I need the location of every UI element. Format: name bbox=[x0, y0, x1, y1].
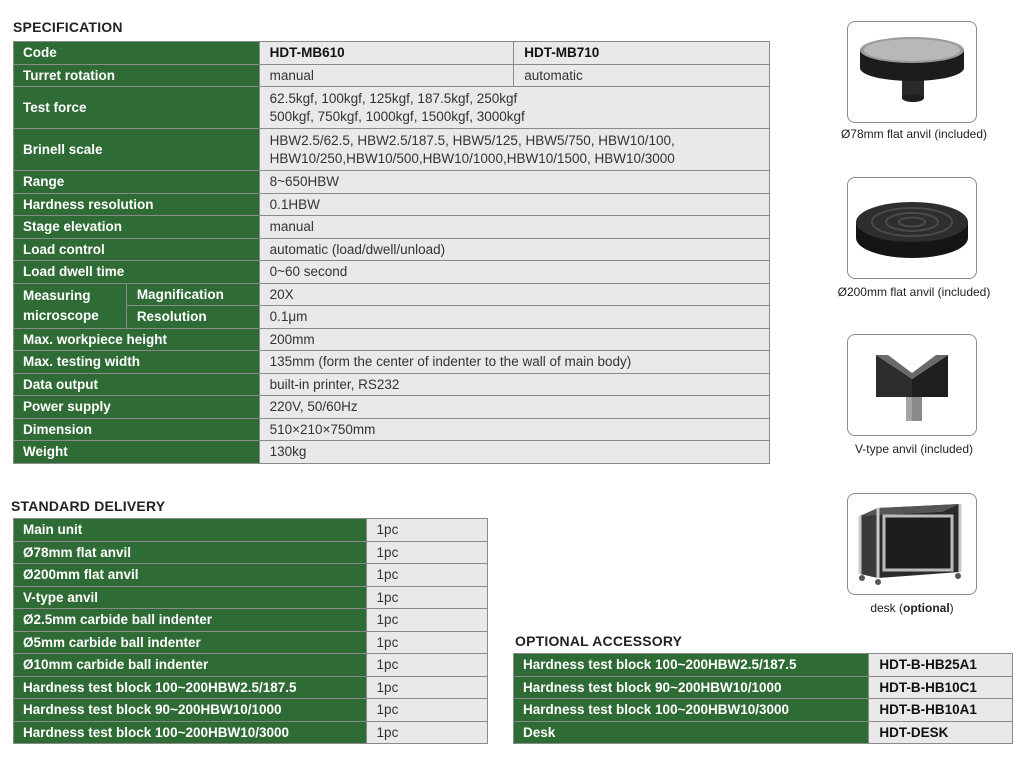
optional-item-code: HDT-DESK bbox=[869, 721, 1013, 744]
row-label: Measuring microscope bbox=[14, 283, 127, 328]
row-value: 0~60 second bbox=[259, 261, 769, 284]
row-label: Max. testing width bbox=[14, 351, 260, 374]
sub-label: Magnification bbox=[126, 283, 259, 306]
table-row bbox=[514, 721, 1013, 744]
table-row bbox=[514, 654, 1013, 677]
row-label: Max. workpiece height bbox=[14, 328, 260, 351]
delivery-item-qty: 1pc bbox=[366, 654, 487, 677]
delivery-item-qty: 1pc bbox=[366, 564, 487, 587]
table-row bbox=[14, 193, 770, 216]
row-label: Test force bbox=[14, 87, 260, 129]
table-row bbox=[14, 238, 770, 261]
delivery-item-qty: 1pc bbox=[366, 609, 487, 632]
row-label: Stage elevation bbox=[14, 216, 260, 239]
anvil-200-image bbox=[847, 177, 977, 279]
table-row bbox=[14, 631, 488, 654]
v-type-anvil-image bbox=[847, 334, 977, 436]
optional-item-code: HDT-B-HB10C1 bbox=[869, 676, 1013, 699]
sub-label: Resolution bbox=[126, 306, 259, 329]
table-row bbox=[14, 129, 770, 171]
delivery-item-name: Hardness test block 100~200HBW2.5/187.5 bbox=[14, 676, 367, 699]
anvil-78-caption: Ø78mm flat anvil (included) bbox=[840, 127, 988, 141]
row-value: 20X bbox=[259, 283, 769, 306]
standard-delivery-table bbox=[13, 518, 488, 744]
table-row bbox=[14, 676, 488, 699]
row-label: Load control bbox=[14, 238, 260, 261]
row-value: 0.1μm bbox=[259, 306, 769, 329]
delivery-item-name: Ø2.5mm carbide ball indenter bbox=[14, 609, 367, 632]
row-label: Turret rotation bbox=[14, 64, 260, 87]
table-row bbox=[14, 261, 770, 284]
table-row bbox=[14, 721, 488, 744]
table-row bbox=[14, 564, 488, 587]
table-row bbox=[14, 396, 770, 419]
row-label: Dimension bbox=[14, 418, 260, 441]
table-row bbox=[14, 87, 770, 129]
test-force-line-2: 500kgf, 750kgf, 1000kgf, 1500kgf, 3000kgf bbox=[269, 108, 525, 124]
optional-accessory-table bbox=[513, 653, 1013, 744]
table-row bbox=[14, 541, 488, 564]
optional-item-name: Hardness test block 100~200HBW2.5/187.5 bbox=[514, 654, 869, 677]
row-value: automatic bbox=[514, 64, 770, 87]
delivery-item-qty: 1pc bbox=[366, 519, 487, 542]
brinell-scale-line-2: HBW10/250,HBW10/500,HBW10/1000,HBW10/1500, HBW10/3000 bbox=[269, 150, 675, 166]
delivery-item-name: Hardness test block 90~200HBW10/1000 bbox=[14, 699, 367, 722]
anvil-200-caption: Ø200mm flat anvil (included) bbox=[837, 285, 991, 299]
table-row bbox=[14, 373, 770, 396]
delivery-item-qty: 1pc bbox=[366, 586, 487, 609]
desk-image bbox=[847, 493, 977, 595]
delivery-item-name: Ø5mm carbide ball indenter bbox=[14, 631, 367, 654]
table-row bbox=[14, 306, 770, 329]
row-label: Weight bbox=[14, 441, 260, 464]
row-label: Power supply bbox=[14, 396, 260, 419]
desk-caption bbox=[817, 601, 1007, 615]
delivery-item-name: Ø10mm carbide ball indenter bbox=[14, 654, 367, 677]
optional-item-name: Hardness test block 100~200HBW10/3000 bbox=[514, 699, 869, 722]
row-value bbox=[259, 87, 769, 129]
desk-caption-main: desk ( bbox=[870, 601, 903, 615]
desk-caption-optional: optional bbox=[903, 601, 950, 615]
row-value: built-in printer, RS232 bbox=[259, 373, 769, 396]
anvil-78-image bbox=[847, 21, 977, 123]
table-row bbox=[14, 351, 770, 374]
optional-item-name: Hardness test block 90~200HBW10/1000 bbox=[514, 676, 869, 699]
table-row bbox=[14, 171, 770, 194]
row-value: 8~650HBW bbox=[259, 171, 769, 194]
delivery-item-name: Ø200mm flat anvil bbox=[14, 564, 367, 587]
row-label: Brinell scale bbox=[14, 129, 260, 171]
specification-title: SPECIFICATION bbox=[13, 19, 123, 35]
standard-delivery-title: STANDARD DELIVERY bbox=[11, 498, 166, 514]
delivery-item-qty: 1pc bbox=[366, 699, 487, 722]
table-row bbox=[14, 328, 770, 351]
v-type-anvil-caption: V-type anvil (included) bbox=[854, 442, 974, 456]
row-label: Data output bbox=[14, 373, 260, 396]
table-row bbox=[514, 676, 1013, 699]
table-row bbox=[14, 216, 770, 239]
table-row bbox=[14, 699, 488, 722]
delivery-item-name: Main unit bbox=[14, 519, 367, 542]
optional-item-name: Desk bbox=[514, 721, 869, 744]
delivery-item-qty: 1pc bbox=[366, 676, 487, 699]
row-value: manual bbox=[259, 216, 769, 239]
delivery-item-name: V-type anvil bbox=[14, 586, 367, 609]
table-row bbox=[14, 42, 770, 65]
table-row bbox=[14, 519, 488, 542]
row-label: Load dwell time bbox=[14, 261, 260, 284]
row-label: Range bbox=[14, 171, 260, 194]
table-row bbox=[14, 609, 488, 632]
header-label: Code bbox=[14, 42, 260, 65]
optional-accessory-title: OPTIONAL ACCESSORY bbox=[515, 633, 683, 649]
desk-caption-end: ) bbox=[949, 601, 954, 615]
brinell-scale-line-1: HBW2.5/62.5, HBW2.5/187.5, HBW5/125, HBW5/750, HBW10/100, bbox=[269, 132, 675, 148]
row-value: 135mm (form the center of indenter to the wall of main body) bbox=[259, 351, 769, 374]
specification-table bbox=[13, 41, 770, 464]
delivery-item-qty: 1pc bbox=[366, 721, 487, 744]
row-value bbox=[259, 129, 769, 171]
test-force-line-1: 62.5kgf, 100kgf, 125kgf, 187.5kgf, 250kgf bbox=[269, 90, 518, 106]
table-row bbox=[14, 283, 770, 306]
delivery-item-name: Hardness test block 100~200HBW10/3000 bbox=[14, 721, 367, 744]
delivery-item-qty: 1pc bbox=[366, 541, 487, 564]
row-value: 0.1HBW bbox=[259, 193, 769, 216]
row-value: 130kg bbox=[259, 441, 769, 464]
table-row bbox=[14, 64, 770, 87]
table-row bbox=[14, 654, 488, 677]
row-label: Hardness resolution bbox=[14, 193, 260, 216]
optional-item-code: HDT-B-HB25A1 bbox=[869, 654, 1013, 677]
table-row bbox=[514, 699, 1013, 722]
model-hdt-mb710: HDT-MB710 bbox=[514, 42, 770, 65]
row-value: manual bbox=[259, 64, 514, 87]
table-row bbox=[14, 418, 770, 441]
row-value: 200mm bbox=[259, 328, 769, 351]
optional-item-code: HDT-B-HB10A1 bbox=[869, 699, 1013, 722]
row-value: 510×210×750mm bbox=[259, 418, 769, 441]
table-row bbox=[14, 441, 770, 464]
table-row bbox=[14, 586, 488, 609]
model-hdt-mb610: HDT-MB610 bbox=[259, 42, 514, 65]
row-value: automatic (load/dwell/unload) bbox=[259, 238, 769, 261]
delivery-item-name: Ø78mm flat anvil bbox=[14, 541, 367, 564]
delivery-item-qty: 1pc bbox=[366, 631, 487, 654]
row-value: 220V, 50/60Hz bbox=[259, 396, 769, 419]
